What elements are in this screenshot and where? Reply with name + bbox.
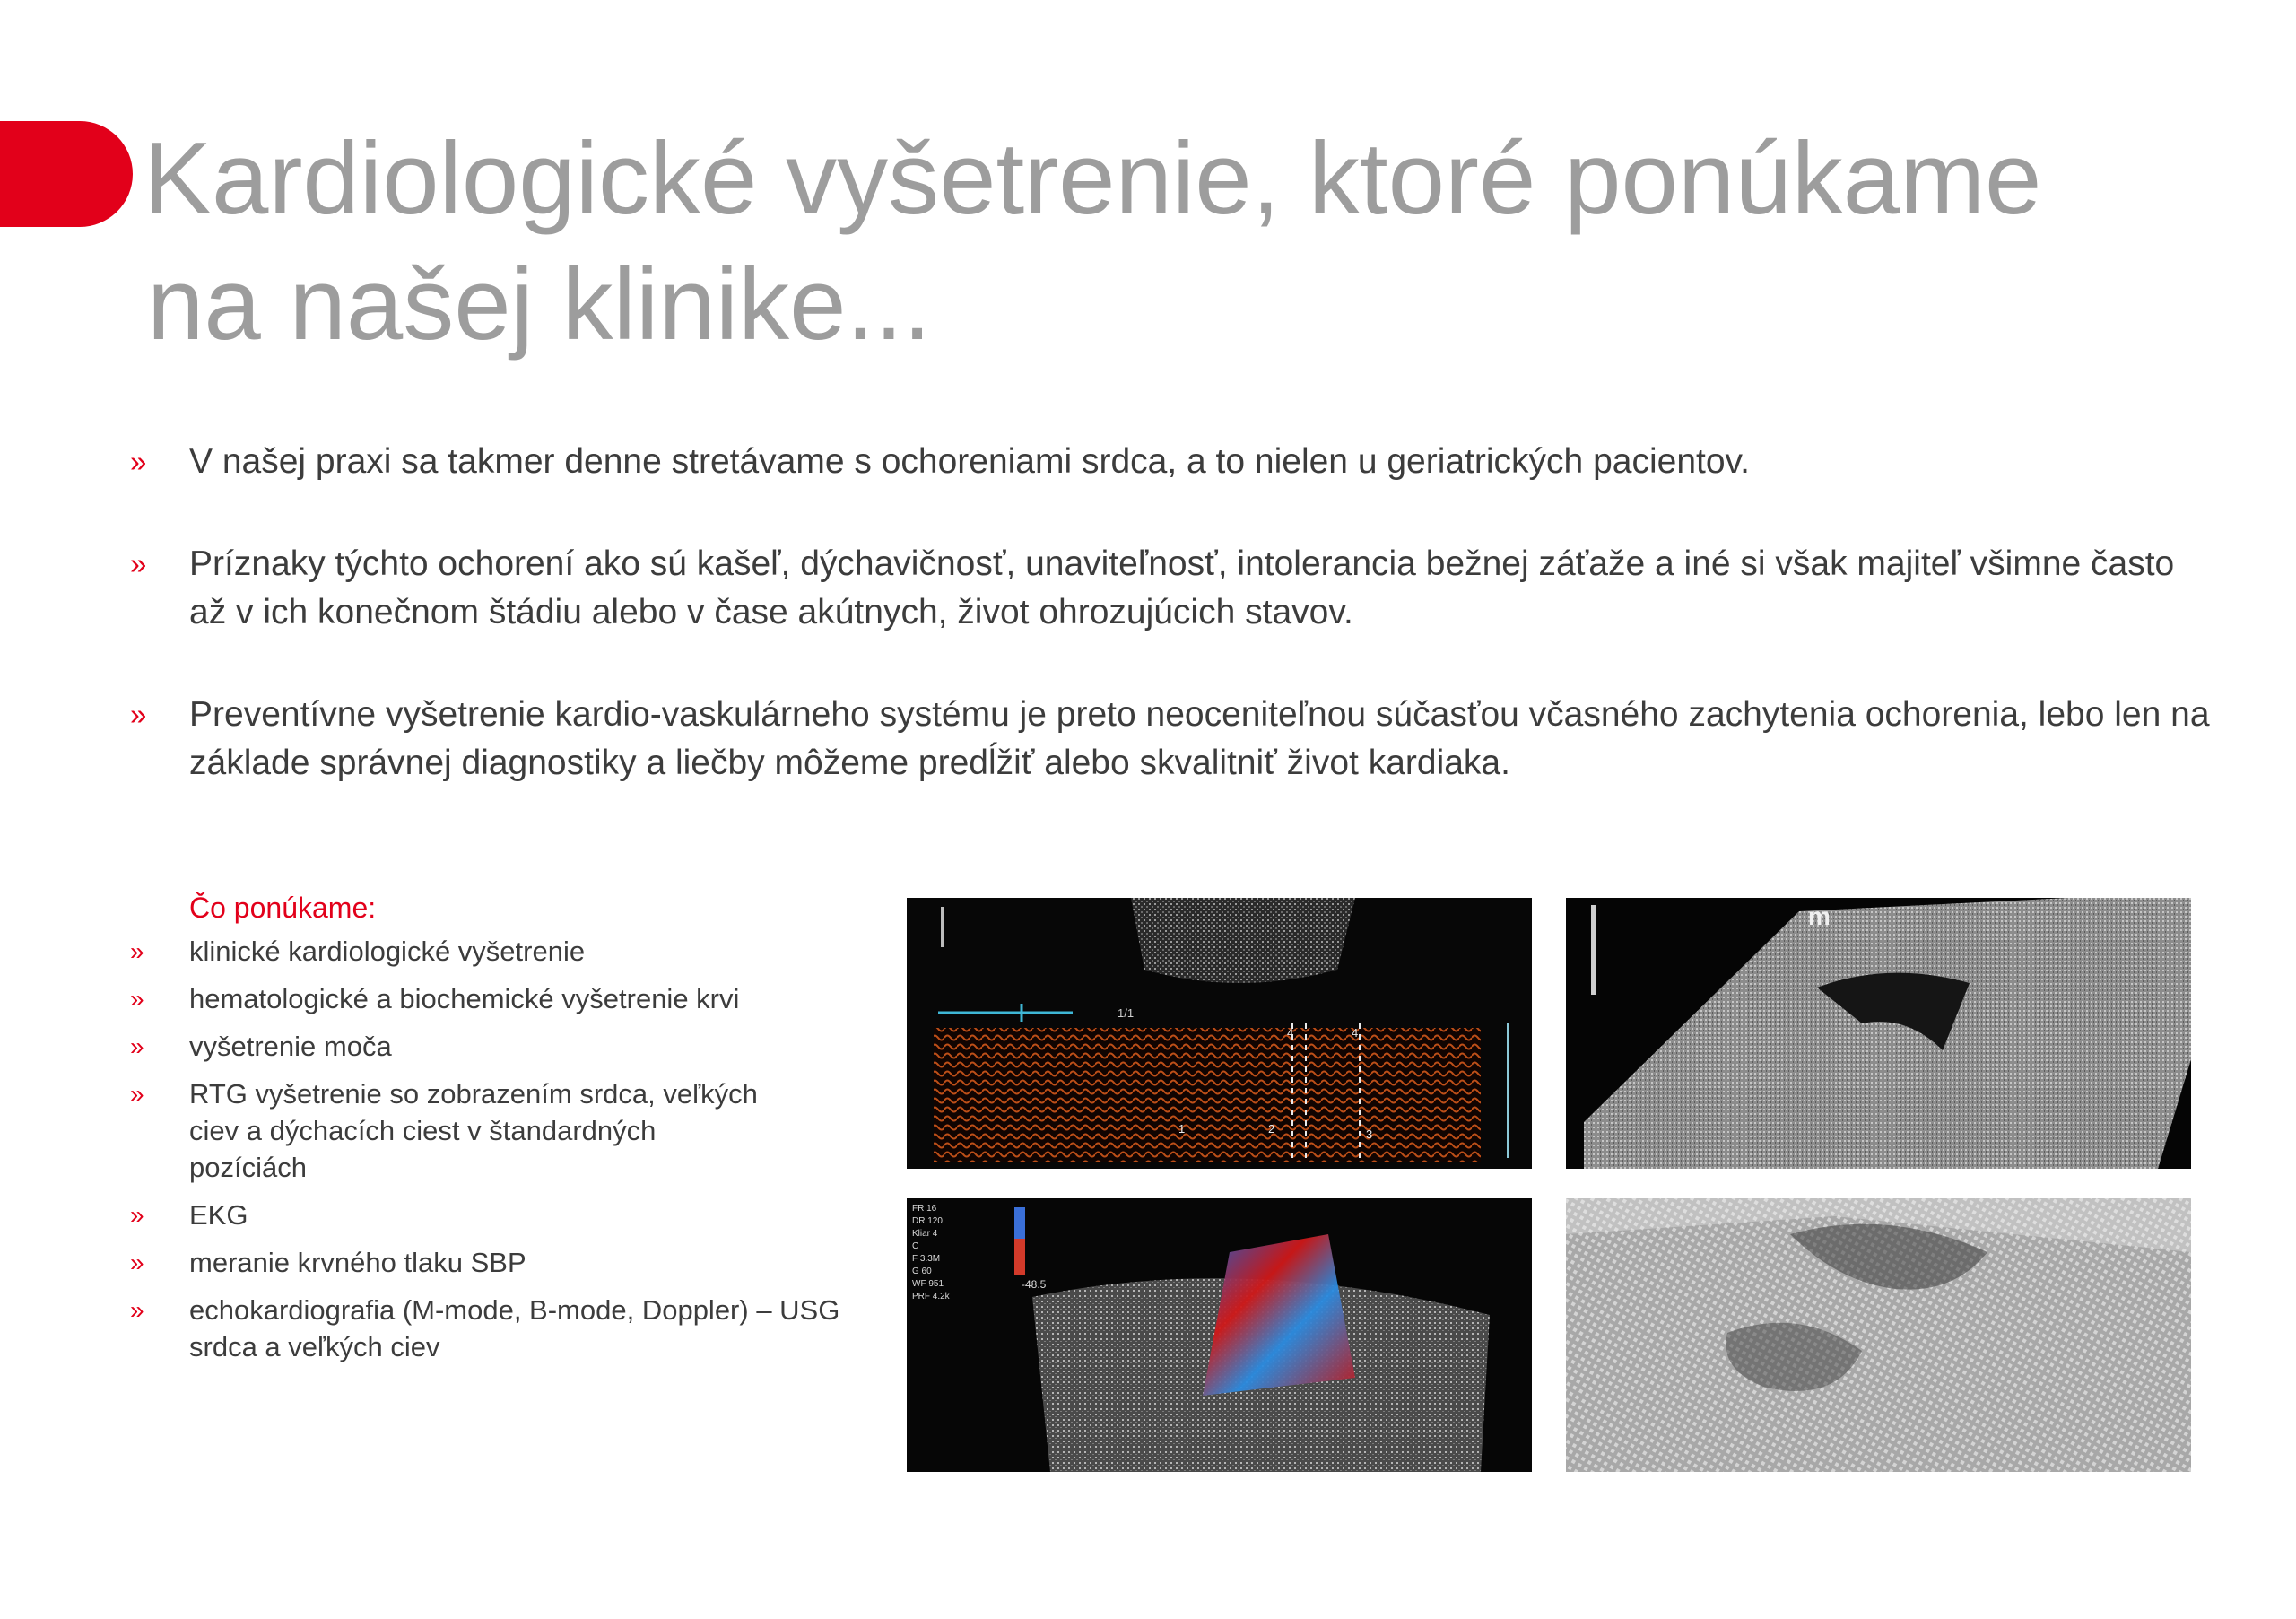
bullet-icon: » [130, 1201, 144, 1229]
mmode-marker: 2 [1268, 1122, 1275, 1136]
bullet-icon: » [130, 1080, 144, 1108]
offer-text: EKG [189, 1199, 248, 1231]
bullet-icon: » [130, 547, 147, 580]
page-title [144, 117, 2206, 368]
page-title-line-2: na našej klinike... [147, 248, 932, 361]
doppler-setting: C [912, 1241, 919, 1251]
offer-text: echokardiografia (M-mode, B-mode, Doppler) – USG srdca a veľkých ciev [189, 1294, 840, 1362]
bmode-marker: m [1808, 902, 1831, 930]
bullet-icon: » [130, 1296, 144, 1324]
intro-text: Preventívne vyšetrenie kardio-vaskulárneho systému je preto neoceniteľnou súčasťou včasného zachytenia ochorenia, lebo len na základe správnej diagnostiky a liečby môžeme predĺžiť alebo skvalitniť život kardiaka. [189, 695, 2210, 782]
doppler-setting: F 3.3M [912, 1254, 941, 1264]
offer-item [130, 1292, 871, 1365]
mmode-marker: 3 [1366, 1127, 1373, 1141]
mmode-marker: 4 [1287, 1026, 1294, 1040]
offer-item [130, 1028, 874, 1065]
bullet-icon: » [130, 445, 147, 478]
intro-text: V našej praxi sa takmer denne stretávame s ochoreniami srdca, a to nielen u geriatrických pacientov. [189, 442, 1750, 481]
mmode-label: 1/1 [1118, 1006, 1135, 1020]
doppler-setting: FR 16 [912, 1204, 937, 1214]
intro-item [130, 438, 2211, 486]
offer-text: meranie krvného tlaku SBP [189, 1247, 526, 1278]
color-doppler-ultrasound-image [907, 1198, 1532, 1472]
bullet-icon: » [130, 985, 144, 1013]
intro-item [130, 540, 2211, 637]
offer-text: hematologické a biochemické vyšetrenie krvi [189, 983, 740, 1014]
offer-heading: Čo ponúkame: [189, 892, 377, 924]
bullet-icon: » [130, 1032, 144, 1060]
intro-text: Príznaky týchto ochorení ako sú kašeľ, dýchavičnosť, unaviteľnosť, intolerancia bežnej záťaže a iné si však majiteľ všimne často až v ich konečnom štádiu alebo v čase akútnych, život ohrozujúcich stavov. [189, 544, 2175, 631]
doppler-setting: G 60 [912, 1266, 932, 1276]
doppler-scale-value: -48.5 [1022, 1278, 1047, 1291]
doppler-setting: Kliar 4 [912, 1229, 938, 1239]
intro-item [130, 691, 2211, 788]
offer-item [130, 980, 874, 1017]
offer-item [130, 1075, 763, 1186]
offer-text: RTG vyšetrenie so zobrazením srdca, veľkých ciev a dýchacích ciest v štandardných pozíciách [189, 1078, 758, 1183]
accent-tab [0, 121, 133, 227]
ultrasound-closeup-image [1566, 1198, 2191, 1472]
doppler-setting: DR 120 [912, 1216, 943, 1226]
offer-text: klinické kardiologické vyšetrenie [189, 936, 586, 967]
bullet-icon: » [130, 698, 147, 731]
bullet-icon: » [130, 1249, 144, 1276]
offer-list [130, 888, 874, 1376]
offer-item [130, 933, 874, 970]
mmode-marker: 4 [1352, 1026, 1359, 1040]
mmode-ultrasound-image [907, 898, 1532, 1169]
offer-text: vyšetrenie moča [189, 1031, 392, 1062]
doppler-setting: WF 951 [912, 1279, 944, 1289]
offer-item [130, 1197, 874, 1233]
page-title-line-1: Kardiologické vyšetrenie, ktoré ponúkame [144, 122, 2042, 236]
mmode-marker: 1 [1178, 1122, 1186, 1136]
intro-list [130, 438, 2211, 841]
doppler-setting: PRF 4.2k [912, 1292, 950, 1301]
bullet-icon: » [130, 937, 144, 965]
bmode-ultrasound-image [1566, 898, 2191, 1169]
offer-item [130, 1244, 874, 1281]
